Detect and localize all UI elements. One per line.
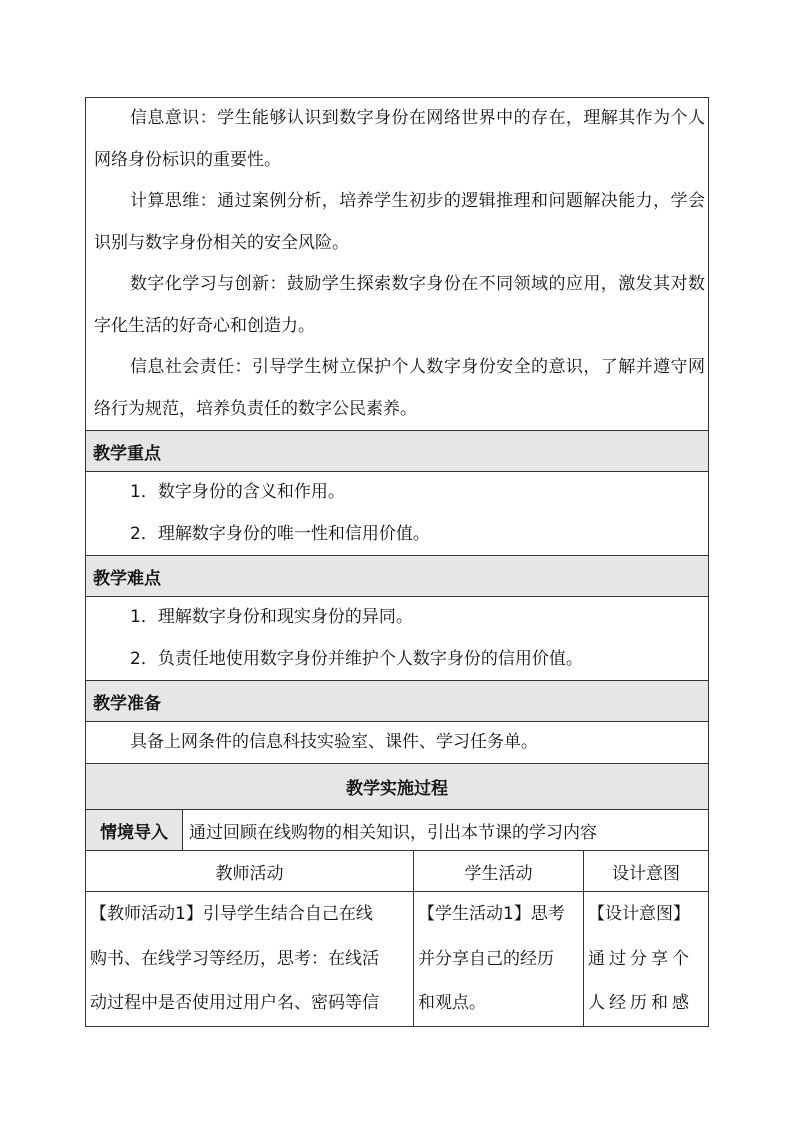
intro-row: [86, 810, 709, 851]
student-activity-line: 和观点。: [418, 993, 486, 1013]
difficulties-row: [86, 597, 709, 681]
preparation-row: [86, 722, 709, 764]
objectives-cell: [86, 98, 709, 431]
teacher-activity-line: 动过程中是否使用过用户名、密码等信: [90, 993, 379, 1013]
intro-label: 情境导入: [86, 810, 183, 851]
objective-computational-thinking: 计算思维：通过案例分析，培养学生初步的逻辑推理和问题解决能力，学会识别与数字身份相关的安全风险。: [94, 191, 705, 253]
teacher-activity-cell: [86, 892, 414, 1027]
key-points-heading: 教学重点: [86, 431, 709, 472]
difficulties-heading-row: [86, 556, 709, 597]
objective-digital-learning: 数字化学习与创新：鼓励学生探索数字身份在不同领域的应用，激发其对数字化生活的好奇心和创造力。: [94, 274, 705, 336]
difficulty-item: 2．负责任地使用数字身份并维护个人数字身份的信用价值。: [130, 648, 583, 669]
key-point-item: 2．理解数字身份的唯一性和信用价值。: [130, 523, 430, 544]
design-intent-line: 【设计意图】: [588, 904, 690, 924]
column-student-activity: 学生活动: [414, 851, 584, 892]
student-activity-line: 并分享自己的经历: [418, 948, 554, 969]
objective-info-awareness: 信息意识：学生能够认识到数字身份在网络世界中的存在，理解其作为个人网络身份标识的重要性。: [94, 108, 705, 170]
activity-row: [86, 892, 709, 1027]
intro-text: 通过回顾在线购物的相关知识，引出本节课的学习内容: [183, 810, 709, 851]
key-point-item: 1．数字身份的含义和作用。: [130, 482, 345, 502]
student-activity-line: 【学生活动1】思考: [418, 904, 565, 924]
difficulty-item: 1．理解数字身份和现实身份的异同。: [130, 607, 413, 627]
column-teacher-activity: 教师活动: [86, 851, 414, 892]
key-points-heading-row: [86, 431, 709, 472]
teacher-activity-line: 购书、在线学习等经历，思考：在线活: [90, 948, 379, 969]
difficulties-heading: 教学难点: [86, 556, 709, 597]
design-intent-line: 通过分享个: [588, 948, 693, 969]
student-activity-cell: [414, 892, 584, 1027]
teacher-activity-line: 【教师活动1】引导学生结合自己在线: [90, 904, 373, 924]
column-design-intent: 设计意图: [584, 851, 709, 892]
activity-columns-row: [86, 851, 709, 892]
preparation-heading-row: [86, 681, 709, 722]
process-heading-row: [86, 764, 709, 810]
process-heading: 教学实施过程: [86, 764, 709, 810]
preparation-text: 具备上网条件的信息科技实验室、课件、学习任务单。: [130, 732, 538, 752]
objectives-row: [86, 98, 709, 431]
lesson-plan-page: [85, 97, 708, 1027]
design-intent-line: 人经历和感: [588, 993, 693, 1013]
lesson-plan-table: [85, 97, 709, 1027]
design-intent-cell: [584, 892, 709, 1027]
key-points-row: [86, 472, 709, 556]
objective-social-responsibility: 信息社会责任：引导学生树立保护个人数字身份安全的意识，了解并遵守网络行为规范，培养负责任的数字公民素养。: [94, 357, 705, 419]
preparation-heading: 教学准备: [86, 681, 709, 722]
